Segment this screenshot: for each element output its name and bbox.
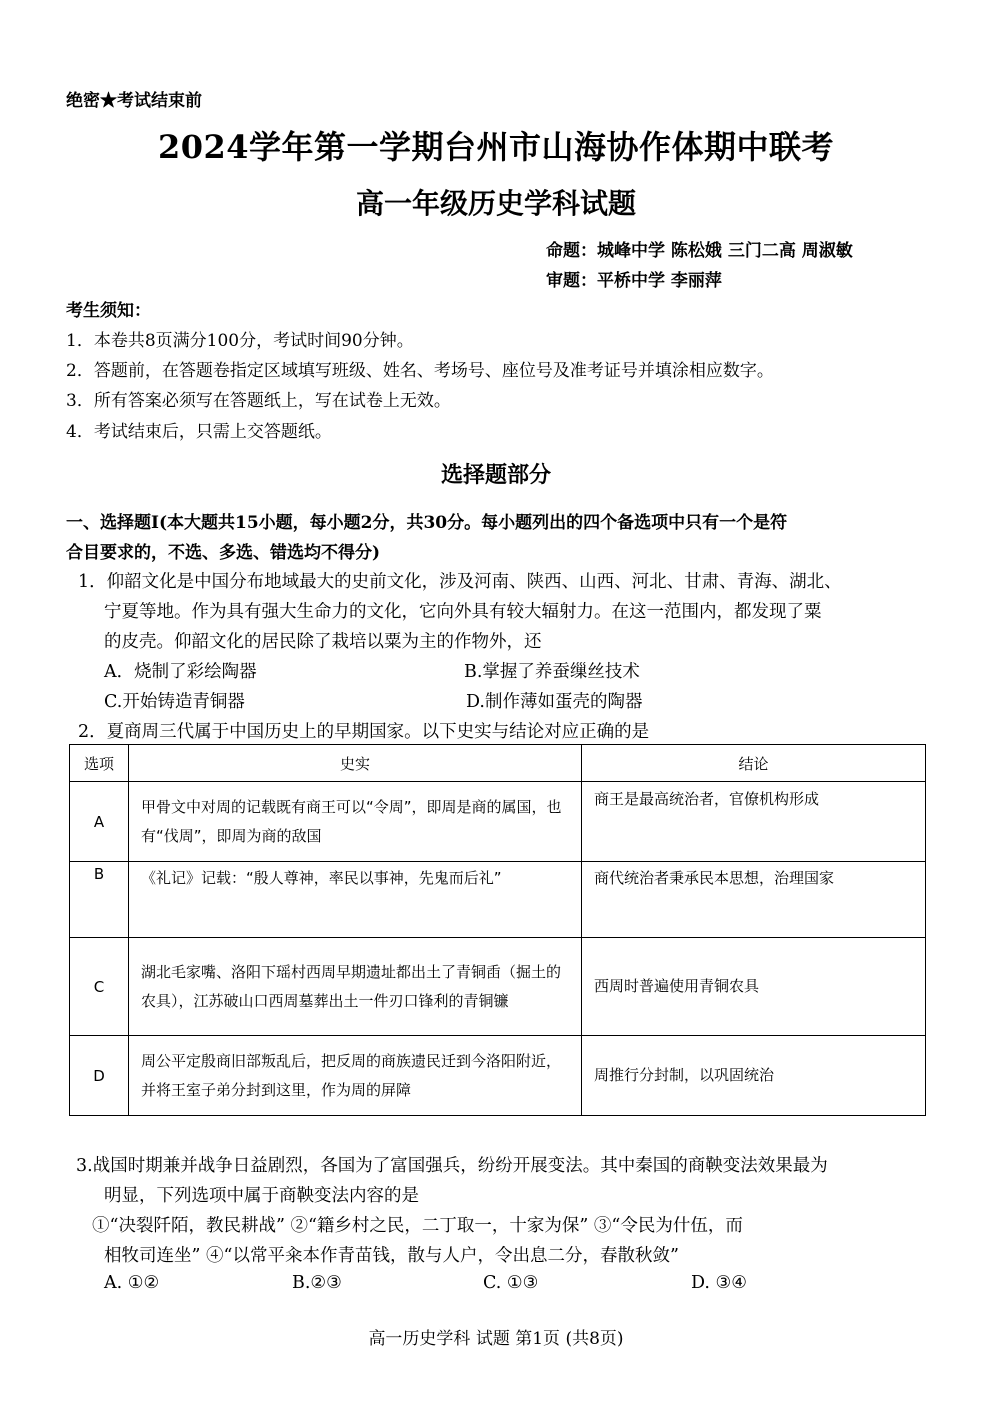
table-header-row [70,745,926,782]
row-conclusion: 商王是最高统治者，官僚机构形成 [582,782,926,862]
row-option: D [70,1036,129,1116]
q3-option-d: D. ③④ [691,1273,747,1293]
q2-table [69,744,926,1116]
row-fact: 周公平定殷商旧部叛乱后，把反周的商族遗民迁到今洛阳附近，并将王室子弟分封到这里，作为周的屏障 [129,1036,582,1116]
confidential-label: 绝密★考试结束前 [66,91,202,111]
q3-option-b: B.②③ [292,1273,342,1293]
page-footer: 高一历史学科 试题 第1页 (共8页) [368,1329,624,1349]
notice-item: 1．本卷共8页满分100分，考试时间90分钟。 [66,331,414,351]
notice-item: 2．答题前，在答题卷指定区域填写班级、姓名、考场号、座位号及准考证号并填涂相应数字。 [66,361,774,381]
q3-items-line: 相牧司连坐” ④“以常平籴本作青苗钱，散与人户，令出息二分，春散秋敛” [104,1246,679,1266]
exam-subtitle: 高一年级历史学科试题 [355,187,636,220]
notice-heading: 考生须知： [66,301,151,321]
q3-items-line: ①“决裂阡陌，教民耕战” ②“籍乡村之民，二丁取一，十家为保” ③“令民为什伍，而 [92,1216,743,1236]
row-fact: 《礼记》记载：“殷人尊神，率民以事神，先鬼而后礼” [129,862,582,938]
q1-option-d: D.制作薄如蛋壳的陶器 [466,692,643,712]
table-row [70,1036,926,1116]
q3-option-c: C. ①③ [483,1273,539,1293]
row-conclusion: 商代统治者秉承民本思想，治理国家 [582,862,926,938]
q1-stem-line: 1．仰韶文化是中国分布地域最大的史前文化，涉及河南、陕西、山西、河北、甘肃、青海、湖北、 [78,572,842,592]
row-conclusion: 周推行分封制，以巩固统治 [582,1036,926,1116]
q1-stem-line: 宁夏等地。作为具有强大生命力的文化，它向外具有较大辐射力。在这一范围内，都发现了粟 [104,602,822,622]
row-fact: 湖北毛家嘴、洛阳下瑶村西周早期遗址都出土了青铜臿（掘土的农具），江苏破山口西周墓葬出土一件刃口锋利的青铜镰 [129,938,582,1036]
q1-stem-line: 的皮壳。仰韶文化的居民除了栽培以粟为主的作物外，还 [104,632,542,652]
exam-title: 2024学年第一学期台州市山海协作体期中联考 [157,128,835,166]
notice-item: 3．所有答案必须写在答题纸上，写在试卷上无效。 [66,391,451,411]
section-title: 选择题部分 [440,462,551,488]
table-row [70,782,926,862]
header-option: 选项 [70,745,129,782]
row-conclusion: 西周时普遍使用青铜农具 [582,938,926,1036]
row-option: B [70,862,129,938]
header-fact: 史实 [129,745,582,782]
authors-line: 命题：城峰中学 陈松娥 三门二高 周淑敏 [546,241,853,261]
row-fact: 甲骨文中对周的记载既有商王可以“令周”，即周是商的属国，也有“伐周”，即周为商的敌国 [129,782,582,862]
header-conclusion: 结论 [582,745,926,782]
row-option: C [70,938,129,1036]
table-row [70,938,926,1036]
reviewers-line: 审题：平桥中学 李丽萍 [546,271,722,291]
q1-option-a: A．烧制了彩绘陶器 [104,662,257,682]
table-row [70,862,926,938]
q1-option-c: C.开始铸造青铜器 [104,692,245,712]
q3-stem-line: 明显，下列选项中属于商鞅变法内容的是 [104,1186,419,1206]
notice-item: 4．考试结束后，只需上交答题纸。 [66,422,332,442]
q3-option-a: A. ①② [104,1273,160,1293]
q3-stem-line: 3.战国时期兼并战争日益剧烈，各国为了富国强兵，纷纷开展变法。其中秦国的商鞅变法效果最为 [76,1156,828,1176]
q2-stem: 2．夏商周三代属于中国历史上的早期国家。以下史实与结论对应正确的是 [78,722,650,742]
q1-option-b: B.掌握了养蚕缫丝技术 [464,662,640,682]
part1-heading-cont: 合目要求的，不选、多选、错选均不得分) [66,543,381,563]
part1-heading: 一、选择题Ⅰ(本大题共15小题，每小题2分，共30分。每小题列出的四个备选项中只有一个是符 [66,513,788,533]
row-option: A [70,782,129,862]
